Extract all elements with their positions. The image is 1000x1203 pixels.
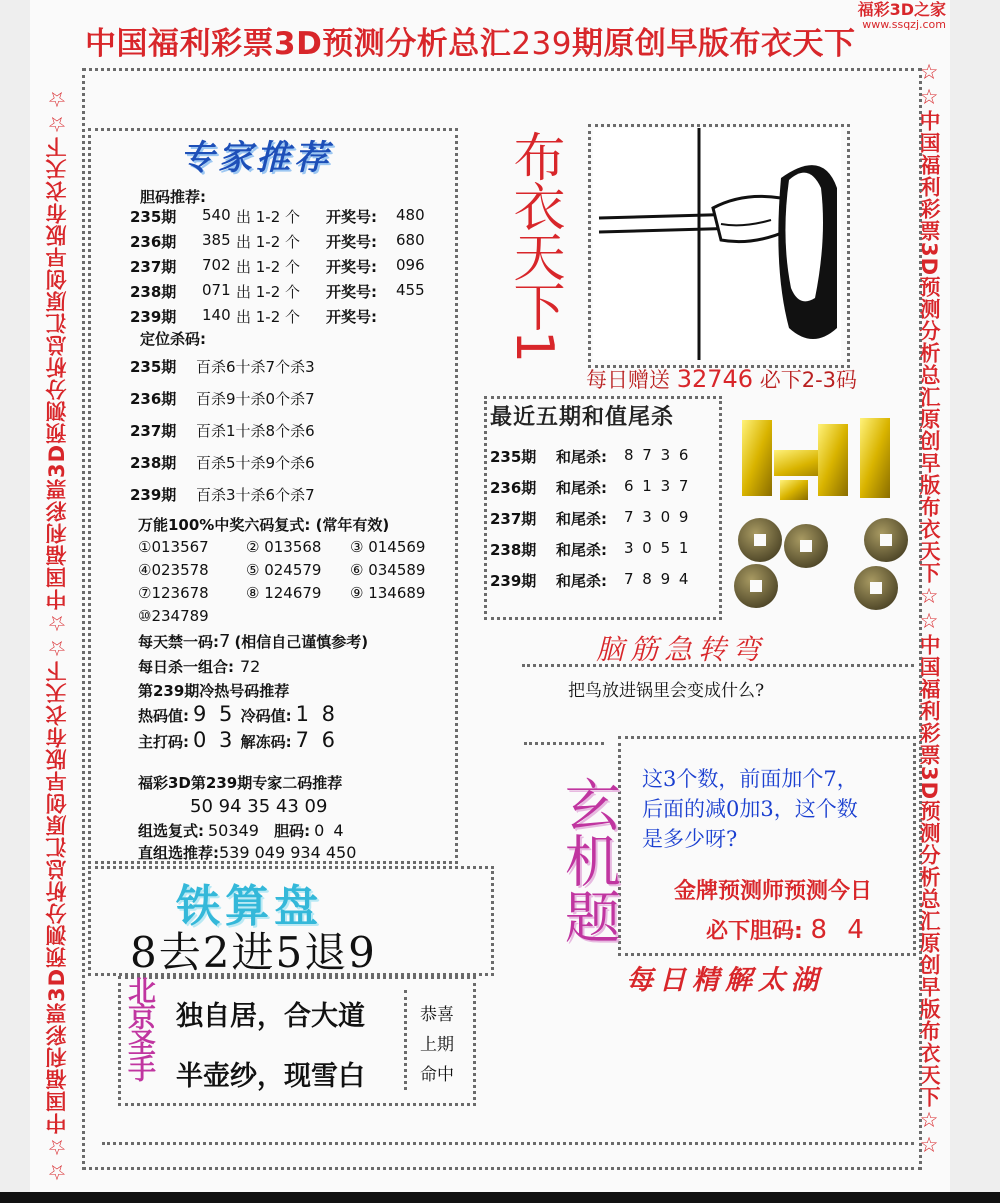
congrats-2: 上期 [420, 1035, 454, 1055]
dan-label: 胆码推荐: [140, 188, 206, 206]
kill-label: 定位杀码: [140, 330, 206, 348]
expert-title: 专家推荐 [180, 138, 332, 178]
logo-name: 福彩3D之家 [857, 0, 946, 19]
tiesuan-title: 铁算盘 [176, 881, 323, 932]
goldmedal-title: 金牌预测师预测今日 [674, 879, 873, 904]
congrats-3: 命中 [420, 1065, 454, 1085]
beijing-label: 北京圣手 [124, 976, 157, 1080]
sixcode-title: 万能100%中奖六码复式: (常年有效) [138, 516, 390, 534]
congrats-1: 恭喜 [420, 1005, 454, 1025]
logo-url: www.ssqzj.com [862, 17, 946, 31]
xuanji-title: 玄机题 [555, 776, 621, 944]
daily-ban: 每天禁一码:7 (相信自己谨慎参考) [138, 631, 369, 652]
daily-kill-combo: 每日杀一组合: 72 [138, 657, 261, 676]
goldmedal-dan: 必下胆码: 8 4 [706, 915, 870, 945]
poster-title: 中国福利彩票3D预测分析总汇239期原创早版布衣天下 [85, 26, 856, 62]
tiesuan-formula: 8去2进5退9 [130, 928, 377, 977]
twocode-codes: 50 94 35 43 09 [190, 796, 328, 817]
hot-cold-row: 热码值: 9 5 冷码值: 1 8 [138, 702, 339, 726]
twocode-group: 组选复式: 50349 胆码: 0 4 [138, 821, 346, 840]
beijing-divider [404, 990, 407, 1090]
poster: 中国福利彩票3D预测分析总汇239期原创早版布衣天下 福彩3D之家 www.ssqzj.com ☆☆中国福利彩票3D预测分析总汇原创早版布衣天下☆☆中国福利彩票3D预测分析总汇原创早版布衣天下☆☆ ☆☆中国福利彩票3D预测分析总汇原创早版布衣天下☆☆中国福利彩票3D预测分析总汇原创早版布衣天下☆☆ 专家推荐 胆码推荐: 235期 540 出 1-2 个 开奖号: 480 236期 385 出 1-2 个 开奖号: 680 237期 702 出 1-2 个 开奖号: 096 238期 071 出 1-2 个 开奖号: 455 239期 140 出 1-2 个 开奖号: 定位杀码: 235期 百杀6十杀7个杀3 236期 百杀9十杀0个杀7 237期 百杀1十杀8个杀6 238期 百杀5十杀9个杀6 239期 百杀3十杀6个杀7 万能100%中奖六码复式: (常年有效) ①013567 ② 013568 ③ 014569 ④023578 ⑤ 024579 ⑥ 034589 ⑦123678 ⑧ 124679 ⑨ 134689 ⑩234789 每天禁一码:7 (相信自己谨慎参考) 每日杀一组合: 72 第239期冷热号码推荐 热码值: 9 5 冷码值: 1 8 主打码: 0 3 解冻码: 7 6 福彩3D第239期专家二码推荐 50 94 35 43 09 组选复式: 50349 胆码: 0 4 直组选推荐:539 049 934 450 铁算盘 8去2进5退9 北京圣手 独自居，合大道 半壶纱，现雪白 恭喜 上期 命中 布衣天下1 每日赠送 32746 必下2-3码 最近五期和值尾杀 235期 和尾杀: 8 7 3 6 236期 和尾杀: 6 1 3 7 237期 和尾杀: 7 3 0 9 238期 和尾杀: 3 0 5 1 239期 和尾杀: 7 8 9 4 脑筋急转弯 把鸟放进锅里会变成什么? 玄机题 这3个数，前面加个7， 后面的减0加3，这个数 是多少呀? 金牌预测师预测今日 必下胆码: 8 4 每日精解太湖 [30, 0, 950, 1192]
site-logo[interactable] [858, 2, 946, 30]
main-thaw-row: 主打码: 0 3 解冻码: 7 6 [138, 728, 339, 752]
left-side-banner: ☆☆中国福利彩票3D预测分析总汇原创早版布衣天下☆☆中国福利彩票3D预测分析总汇原创早版布衣天下☆☆ [45, 85, 69, 1184]
hewei-title: 最近五期和值尾杀 [490, 404, 675, 430]
twocode-direct: 直组选推荐:539 049 934 450 [138, 843, 357, 862]
verse-line-1: 独自居，合大道 [176, 1001, 365, 1032]
gold-bars-coins [720, 410, 930, 620]
gold-coins-image [720, 410, 930, 620]
bottom-divider [102, 1142, 914, 1145]
hotcold-title: 第239期冷热号码推荐 [138, 682, 290, 700]
xuanji-puzzle: 这3个数，前面加个7， 后面的减0加3，这个数 是多少呀? [642, 767, 858, 851]
bottom-bar [0, 1192, 1000, 1203]
picture-frame [588, 124, 850, 368]
right-side-banner: ☆☆中国福利彩票3D预测分析总汇原创早版布衣天下☆☆中国福利彩票3D预测分析总汇原创早版布衣天下☆☆ [917, 60, 941, 1159]
brain-title: 脑筋急转弯 [596, 633, 767, 666]
brain-question: 把鸟放进锅里会变成什么? [568, 681, 765, 701]
verse-line-2: 半壶纱，现雪白 [176, 1061, 365, 1092]
daily-gift: 每日赠送 32746 必下2-3码 [586, 365, 858, 393]
xuanji-divider [524, 742, 604, 745]
taihu-title: 每日精解太湖 [626, 965, 824, 996]
twocode-title: 福彩3D第239期专家二码推荐 [138, 774, 343, 792]
buyi-title: 布衣天下1 [504, 130, 564, 362]
